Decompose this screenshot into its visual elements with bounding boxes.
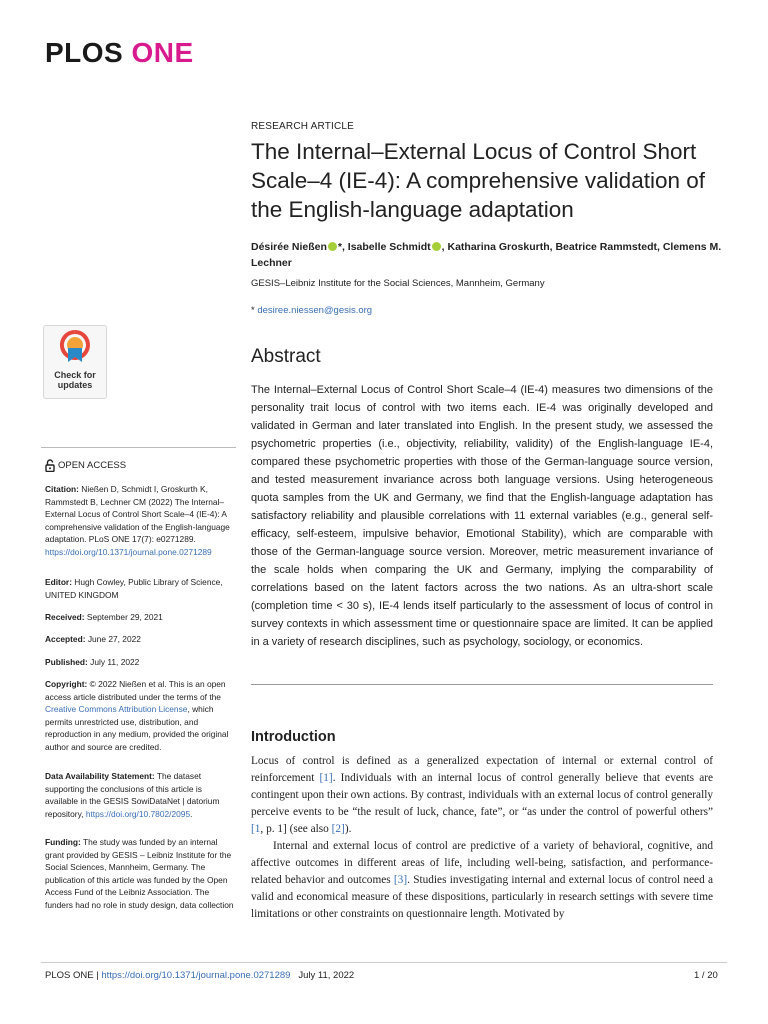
author-1[interactable]: Désirée Nießen <box>251 241 327 253</box>
funding-block: Funding: The study was funded by an internal grant provided by GESIS – Leibniz Institute for the Social Sciences, Mannheim, Germany. The publication of this article was funded by the Open Access Fund of the Leibniz Association. The funders had no role in study design, data collection <box>45 837 234 910</box>
footer-divider <box>41 962 727 963</box>
accepted-date: Accepted: June 27, 2022 <box>45 634 141 644</box>
check-for-updates-badge[interactable] <box>43 325 107 399</box>
page-footer: PLOS ONE | https://doi.org/10.1371/journal.pone.0271289 July 11, 2022 <box>45 970 355 981</box>
citation-ref[interactable]: [1] <box>319 772 333 784</box>
article-title: The Internal–External Locus of Control Short Scale–4 (IE-4): A comprehensive validation of the English-language adaptation <box>251 139 705 222</box>
corresponding-email <box>251 305 372 316</box>
introduction-text <box>251 753 713 923</box>
footer-date: July 11, 2022 <box>298 970 355 981</box>
check-for-updates-icon <box>44 326 106 370</box>
badge-line-2: updates <box>57 380 93 390</box>
footer-doi-link[interactable]: https://doi.org/10.1371/journal.pone.0271289 <box>101 970 291 981</box>
data-availability-block: Data Availability Statement: The dataset supporting the conclusions of this article is available in the GESIS SowiDataNet | datorium repository, https://doi.org/10.7802/2095. <box>45 771 220 819</box>
dataset-link[interactable]: https://doi.org/10.7802/2095 <box>85 808 191 819</box>
page-number: 1 / 20 <box>694 970 718 981</box>
editor-block: Editor: Hugh Cowley, Public Library of Science, UNITED KINGDOM <box>45 577 223 600</box>
citation-block: Citation: Nießen D, Schmidt I, Groskurth K, Rammstedt B, Lechner CM (2022) The Internal–External Locus of Control Short Scale–4 (IE-4): A comprehensive validation of the English-language adaptation. PLoS ONE 17(7): e0271289. https://doi.org/10.1371/journal.pone.0271289 <box>45 484 230 557</box>
citation-ref[interactable]: [2] <box>331 823 345 835</box>
email-mark: * <box>251 305 258 316</box>
abstract-text: The Internal–External Locus of Control Short Scale–4 (IE-4) measures two dimensions of the personality trait locus of control with two items each. IE-4 was originally developed and validated in German and later translated into English. In the present study, we assessed the psychometric properties (i.e., objectivity, reliability, validity) of the English-language IE-4, compared these psychometric properties with those of the German-language source version, and tested measurement invariance across both language versions. Using heterogeneous quota samples from the UK and Germany, we find that the English-language adaptation has satisfactory reliability and plausible correlations with 11 external variables (e.g., general self-efficacy, self-esteem, impulsive behavior, Emotional Stability), which are comparable with those of the German-language source version. Moreover, metric measurement invariance of the scale holds when comparing the UK and Germany, implying the comparability of correlations based on the latent factors across the two nations. As an ultra-short scale (completion time < 30 s), IE-4 lends itself particularly to the assessment of locus of control in survey contexts in which assessment time or questionnaire space are limited. It can be applied in a variety of research disciplines, such as psychology, sociology, or economics. <box>251 384 713 648</box>
email-link[interactable]: desiree.niessen@gesis.org <box>257 305 373 316</box>
author-rest: , Katharina Groskurth, Beatrice Rammstedt, Clemens M. Lechner <box>251 241 722 269</box>
intro-paragraph-2: Internal and external locus of control are predictive of a variety of behavioral, cognitive, and affective outcomes in different areas of life, including well-being, satisfaction, and performance-related behavior and outcomes [3]. Studies investigating internal and external locus of control need a valid and economical measure of these dispositions, particularly in research settings with severe time limitations or other constraints on questionnaire length. Motivated by <box>251 840 713 920</box>
introduction-heading: Introduction <box>251 729 336 745</box>
footer-journal: PLOS ONE <box>45 970 94 981</box>
received-date: Received: September 29, 2021 <box>45 612 163 622</box>
affiliation: GESIS–Leibniz Institute for the Social Sciences, Mannheim, Germany <box>251 278 545 289</box>
author-2[interactable]: Isabelle Schmidt <box>347 241 431 253</box>
citation-ref[interactable]: [1 <box>251 823 261 835</box>
orcid-icon[interactable] <box>328 242 337 251</box>
open-access-label <box>45 459 126 472</box>
open-access-text: OPEN ACCESS <box>58 460 127 471</box>
logo-one: ONE <box>131 37 194 68</box>
sidebar-divider <box>41 447 236 448</box>
author-1-mark: *, <box>337 241 348 253</box>
copyright-block: Copyright: © 2022 Nießen et al. This is an open access article distributed under the terms of the Creative Commons Attribution License, which permits unrestricted use, distribution, and reproduction in any medium, provided the original author and source are credited. <box>45 679 229 752</box>
journal-logo[interactable] <box>45 37 194 69</box>
intro-paragraph-1: Locus of control is defined as a generalized expectation of internal or external control of reinforcement [1]. Individuals with an internal locus of control generally believe that events are contingent upon their own actions. By contrast, individuals with an external locus of control generally perceive events to be “the result of luck, chance, fate”, or “as under the control of powerful others” [1, p. 1] (see also [2]). <box>251 755 713 835</box>
abstract-heading: Abstract <box>251 346 321 367</box>
citation-ref[interactable]: [3] <box>393 874 408 886</box>
citation-doi-link[interactable]: https://doi.org/10.1371/journal.pone.0271289 <box>45 546 212 557</box>
orcid-icon[interactable] <box>432 242 441 251</box>
license-link[interactable]: Creative Commons Attribution License <box>45 704 188 715</box>
logo-plos: PLOS <box>45 37 124 68</box>
published-date: Published: July 11, 2022 <box>45 657 140 667</box>
badge-line-1: Check for <box>54 370 96 380</box>
abstract-divider <box>251 684 713 685</box>
article-type: RESEARCH ARTICLE <box>251 121 355 132</box>
open-access-lock-icon <box>45 459 55 472</box>
author-list <box>251 240 731 271</box>
